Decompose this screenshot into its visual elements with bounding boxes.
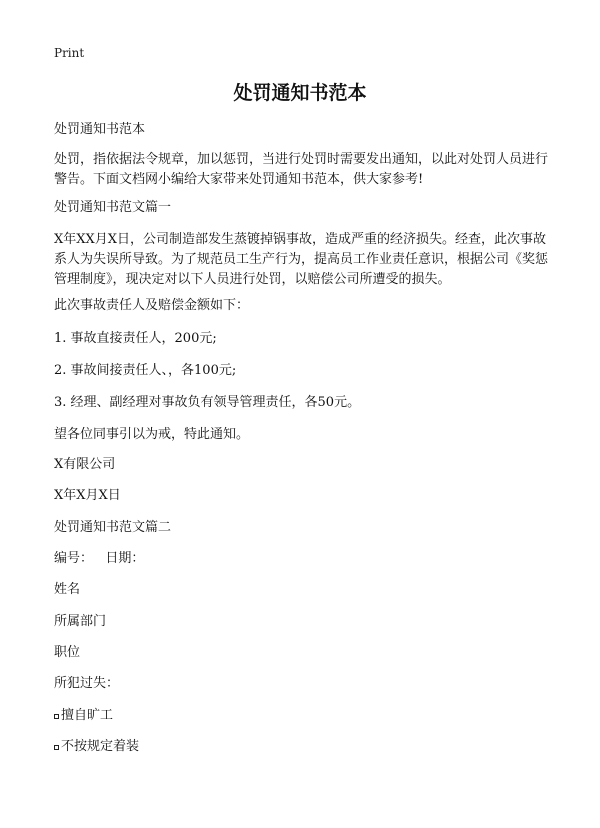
document-title: 处罚通知书范本 [233,82,367,104]
name-field-label: 姓名 [54,582,81,597]
section1-paragraph: X年XX月X日，公司制造部发生蒸镀掉锅事故，造成严重的经济损失。经查，此次事故系人为失误所导致。为了规范员工生产行为，提高员工作业责任意识，根据公司《奖惩管理制度》，现决定对以下人员进行处罚，以赔偿公司所遭受的损失。 [54,232,549,287]
position-field-label: 职位 [54,645,81,660]
checkbox-icon [54,714,59,719]
signature-date: X年X月X日 [54,488,121,503]
number-date-line: 编号： 日期： [54,551,145,566]
offense-label: 所犯过失： [54,676,120,691]
checkbox-label: 擅自旷工 [61,708,114,723]
intro-paragraph: 处罚，指依据法令规章，加以惩罚，当进行处罚时需要发出通知，以此对处罚人员进行警告。下面文档网小编给大家带来处罚通知书范本，供大家参考! [54,152,549,187]
list-item: 3. 经理、副经理对事故负有领导管理责任，各50元。 [54,395,361,410]
print-link[interactable]: Print [54,46,85,60]
section2-title: 处罚通知书范文篇二 [54,520,172,535]
section1-title: 处罚通知书范文篇一 [54,200,172,215]
checkbox-label: 不按规定着装 [61,739,140,754]
section1-list-intro: 此次事故责任人及赔偿金额如下： [54,298,250,313]
department-field-label: 所属部门 [54,614,107,629]
checkbox-item [54,706,550,726]
list-item: 2. 事故间接责任人、，各100元; [54,363,237,378]
document-heading: 处罚通知书范本 [54,122,146,137]
checkbox-item [54,737,550,757]
list-item: 1. 事故直接责任人，200元; [54,331,217,346]
checkbox-icon [54,745,59,750]
closing-line: 望各位同事引以为戒，特此通知。 [54,427,250,442]
company-name: X有限公司 [54,457,116,472]
